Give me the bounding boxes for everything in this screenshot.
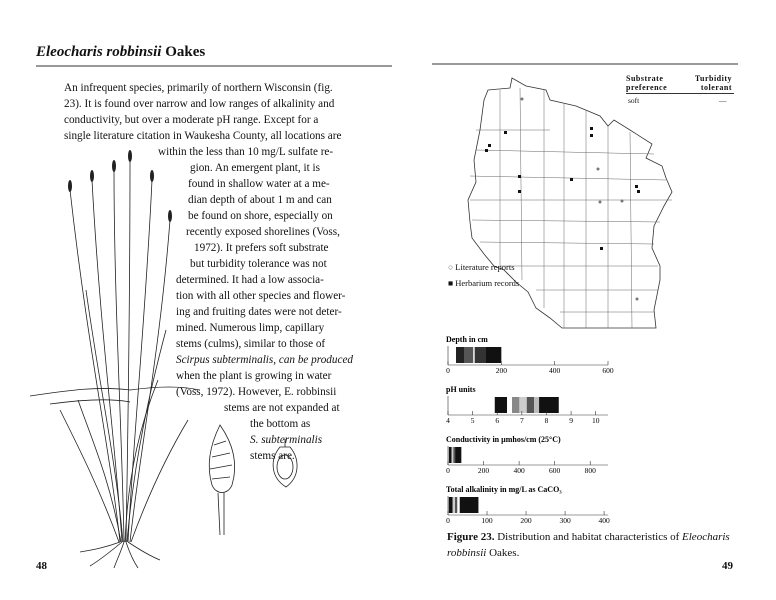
spikelet-illustration — [200, 415, 330, 540]
tick-label: 200 — [495, 366, 507, 375]
text-line: 1972). It prefers soft substrate — [194, 242, 329, 254]
tick-label: 4 — [446, 416, 450, 425]
habitat-charts — [440, 334, 630, 530]
legend-herbarium-label: Herbarium records — [455, 278, 520, 288]
page-number-right: 49 — [722, 560, 733, 572]
range-segment — [519, 397, 526, 413]
caption-text: Distribution and habitat characteristics of — [497, 531, 680, 543]
range-segment — [456, 347, 464, 363]
range-segment — [534, 397, 539, 413]
tick-label: 8 — [544, 416, 549, 425]
range-segment — [464, 347, 473, 363]
range-segment — [495, 397, 507, 413]
tick-label: 600 — [602, 366, 614, 375]
figure-caption — [447, 529, 747, 561]
text-line: gion. An emergent plant, it is — [190, 162, 320, 174]
text-line: (Voss, 1972). However, E. robbinsii — [176, 386, 337, 398]
tick-label: 400 — [549, 366, 561, 375]
tick-label: 200 — [477, 466, 490, 475]
herbarium-icon: ■ — [448, 278, 454, 288]
title-rule — [36, 65, 392, 67]
text-line: within the less than 10 mg/L sulfate re- — [158, 146, 334, 158]
distribution-map — [440, 70, 740, 340]
chart-title: pH units — [446, 385, 476, 394]
text-line: conductivity, but over a moderate pH range. Except for a — [64, 114, 319, 126]
substrate-header: Substrate preference — [626, 74, 668, 92]
range-segment — [527, 397, 534, 413]
plant-illustration — [30, 150, 210, 570]
right-top-rule — [432, 63, 738, 65]
text-line: stems (culms), similar to those of — [176, 338, 326, 350]
table-rule — [626, 93, 734, 94]
text-line: mined. Numerous limp, capillary — [176, 322, 325, 334]
tick-label: 400 — [598, 516, 610, 525]
legend-literature — [448, 262, 515, 272]
tick-label: 0 — [446, 366, 450, 375]
literature-icon: ○ — [448, 262, 454, 272]
range-segment — [460, 497, 479, 513]
text-line: Scirpus subterminalis, can be produced — [176, 354, 354, 366]
text-line: when the plant is growing in water — [176, 370, 332, 382]
tick-label: 9 — [569, 416, 573, 425]
range-segment — [455, 497, 457, 513]
text-line: the bottom as — [250, 418, 311, 430]
text-line: found in shallow water at a me- — [188, 178, 330, 190]
range-segment — [485, 347, 501, 363]
chart-title: Depth in cm — [446, 335, 488, 344]
range-segment — [512, 397, 519, 413]
text-line: recently exposed shorelines (Voss, — [186, 226, 340, 238]
tick-label: 6 — [495, 416, 500, 425]
text-line: be found on shore, especially on — [188, 210, 333, 222]
caption-label: Figure 23. — [447, 531, 495, 543]
range-segment — [539, 397, 559, 413]
caption-end: Oakes. — [489, 547, 520, 559]
range-segment — [457, 497, 459, 513]
caption-species: Eleocharis robbinsii — [447, 531, 730, 559]
range-segment — [453, 497, 455, 513]
substrate-value: soft — [628, 96, 640, 105]
range-segment — [453, 447, 455, 463]
tick-label: 400 — [513, 466, 525, 475]
chart-title: Total alkalinity in mg/L as CaCO₃ — [446, 485, 562, 494]
range-segment — [475, 347, 486, 363]
chart-title: Conductivity in µmhos/cm (25°C) — [446, 435, 561, 444]
text-line: S. subterminalis — [250, 434, 323, 446]
tick-label: 100 — [481, 516, 493, 525]
range-segment — [455, 447, 461, 463]
text-line: An infrequent species, primarily of northern Wisconsin (fig. — [64, 82, 333, 94]
tick-label: 7 — [519, 416, 524, 425]
tick-label: 10 — [591, 416, 600, 425]
title-species: Eleocharis robbinsii — [36, 44, 162, 60]
turbidity-header: Turbidity tolerant — [694, 74, 732, 92]
text-line: single literature citation in Waukesha County, all locations are — [64, 130, 342, 142]
page-number-left: 48 — [36, 560, 47, 572]
range-segment — [473, 347, 474, 363]
text-line: ing and fruiting dates were not deter- — [176, 306, 342, 318]
range-segment — [449, 497, 453, 513]
page-title — [36, 44, 205, 61]
text-line: but turbidity tolerance was not — [190, 258, 327, 270]
tick-label: 0 — [446, 466, 450, 475]
tick-label: 5 — [470, 416, 475, 425]
range-segment — [449, 447, 452, 463]
text-line: stems are not expanded at — [224, 402, 340, 414]
text-line: stems are. — [250, 450, 295, 462]
text-line: determined. It had a low associa- — [176, 274, 324, 286]
range-segment — [507, 397, 512, 413]
tick-label: 300 — [559, 516, 571, 525]
text-line: dian depth of about 1 m and can — [188, 194, 332, 206]
text-line: 23). It is found over narrow and low ranges of alkalinity and — [64, 98, 335, 110]
tick-label: 200 — [520, 516, 532, 525]
tick-label: 600 — [549, 466, 561, 475]
turbidity-value: — — [719, 96, 727, 105]
title-author: Oakes — [165, 44, 206, 60]
range-segment — [452, 447, 454, 463]
legend-herbarium — [448, 278, 519, 288]
tick-label: 800 — [584, 466, 596, 475]
text-line: tion with all other species and flower- — [176, 290, 346, 302]
tick-label: 0 — [446, 516, 450, 525]
legend-literature-label: Literature reports — [455, 262, 515, 272]
